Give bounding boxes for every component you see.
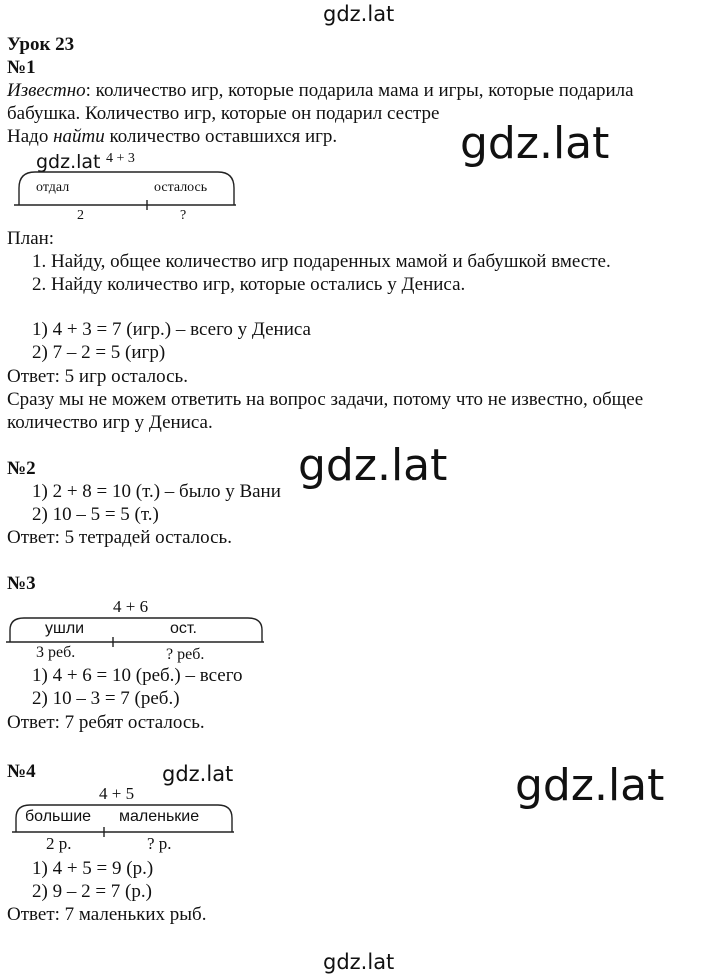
task4-step: 2) 9 – 2 = 7 (р.) [32, 881, 152, 902]
task3-answer: Ответ: 7 ребят осталось. [7, 712, 205, 733]
task1-diagram-top: 4 + 3 [106, 151, 135, 166]
task3-diagram-top: 4 + 6 [113, 597, 149, 616]
task2-step: 2) 10 – 5 = 5 (т.) [32, 504, 159, 525]
task4-diagram-left: большие [25, 808, 92, 825]
watermark-top: gdz.lat [323, 2, 395, 26]
task1-note-line1: Сразу мы не можем ответить на вопрос задачи, потому что не известно, общее [7, 389, 644, 410]
task3-diagram-right: ост. [170, 620, 197, 637]
known-text: : количество игр, которые подарила мама и игры, которые подарила [85, 80, 634, 101]
task4-diagram-top: 4 + 5 [99, 784, 135, 803]
task1-known-line2: бабушка. Количество игр, которые он подарил сестре [7, 103, 440, 124]
task1-diagram-right-value: ? [180, 208, 187, 223]
task1-step: 2) 7 – 2 = 5 (игр) [32, 342, 166, 363]
task1-step: 1) 4 + 3 = 7 (игр.) – всего у Дениса [32, 319, 311, 340]
lesson-title: Урок 23 [7, 34, 75, 55]
task3-step: 1) 4 + 6 = 10 (реб.) – всего [32, 665, 243, 686]
task2-answer: Ответ: 5 тетрадей осталось. [7, 527, 232, 548]
task3-diagram-right-value: ? реб. [166, 646, 205, 663]
task4-number: №4 [7, 761, 36, 782]
watermark-large-1: gdz.lat [460, 118, 610, 169]
find-prefix: Надо [7, 126, 54, 147]
task3-step: 2) 10 – 3 = 7 (реб.) [32, 688, 180, 709]
task2-step: 1) 2 + 8 = 10 (т.) – было у Вани [32, 481, 281, 502]
task1-diagram-left-value: 2 [77, 208, 84, 223]
task1-answer: Ответ: 5 игр осталось. [7, 366, 188, 387]
task4-diagram-left-value: 2 р. [46, 834, 72, 853]
find-text: количество оставшихся игр. [104, 126, 338, 147]
watermark-large-3: gdz.lat [515, 760, 665, 811]
find-label: найти [53, 126, 105, 147]
task1-plan-item: 1. Найду, общее количество игр подаренных мамой и бабушкой вместе. [32, 251, 611, 272]
known-label: Известно [7, 80, 86, 101]
task3-number: №3 [7, 573, 36, 594]
task1-plan-item: 2. Найду количество игр, которые остались у Дениса. [32, 274, 466, 295]
task1-diagram-right: осталось [154, 180, 208, 195]
task1-plan-label: План: [7, 228, 55, 249]
watermark-large-2: gdz.lat [298, 440, 448, 491]
task4-diagram-right-value: ? р. [147, 834, 172, 853]
task1-note-line2: количество игр у Дениса. [7, 412, 213, 433]
watermark-small-task4: gdz.lat [162, 762, 234, 786]
watermark-bottom: gdz.lat [323, 950, 395, 974]
task4-diagram-right: маленькие [119, 808, 200, 825]
task3-diagram-left-value: 3 реб. [36, 644, 76, 661]
task2-number: №2 [7, 458, 36, 479]
task3-diagram-left: ушли [45, 620, 85, 637]
watermark-diagram1: gdz.lat [36, 151, 101, 173]
task1-number: №1 [7, 57, 36, 78]
task4-answer: Ответ: 7 маленьких рыб. [7, 904, 207, 925]
task4-step: 1) 4 + 5 = 9 (р.) [32, 858, 154, 879]
task1-diagram-left: отдал [36, 180, 70, 195]
